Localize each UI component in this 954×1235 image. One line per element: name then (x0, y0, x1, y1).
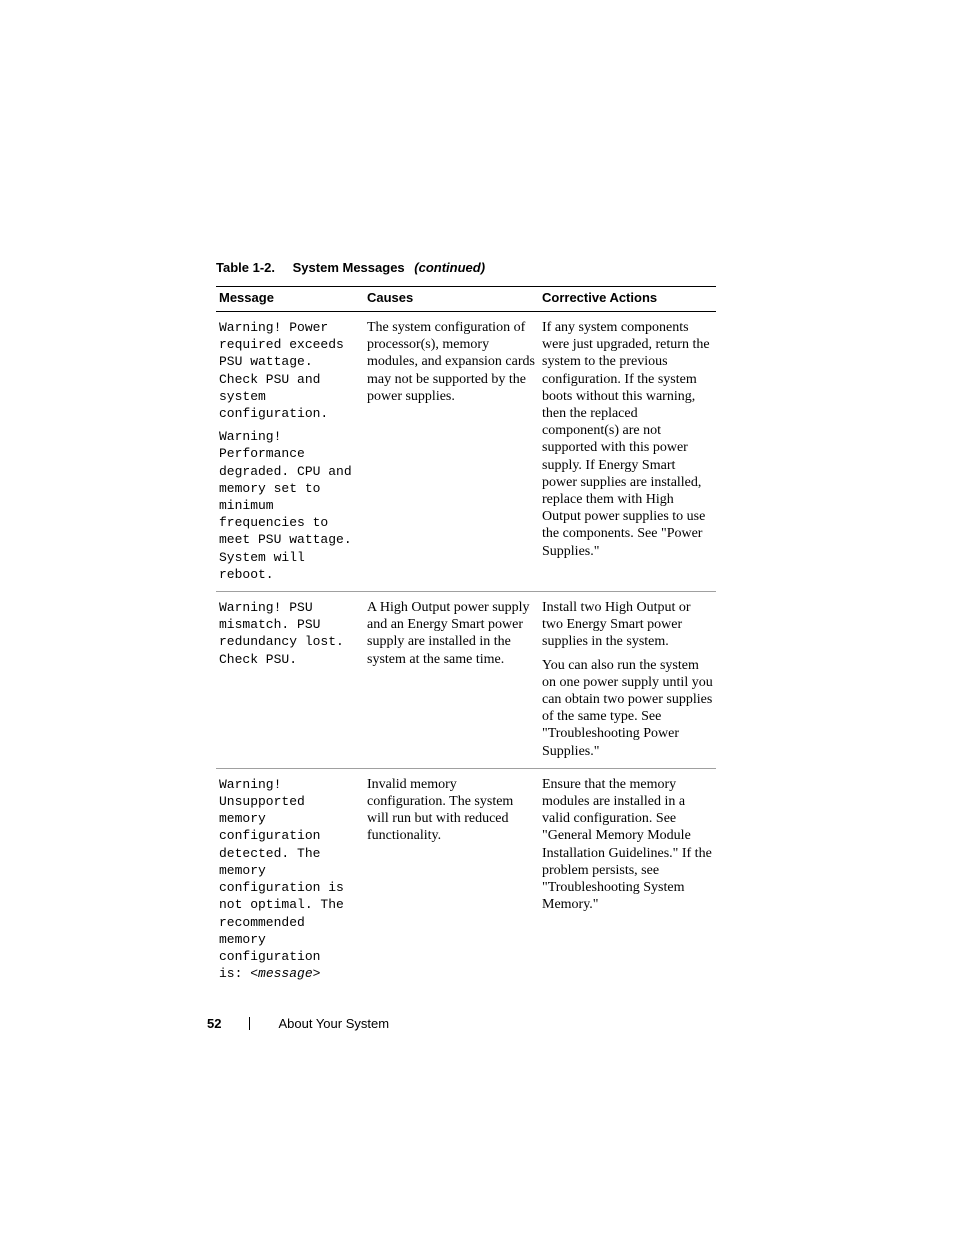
table-row (216, 312, 716, 592)
causes-cell (364, 592, 539, 769)
message-text (219, 776, 361, 982)
page-footer (207, 1016, 389, 1031)
message-cell (216, 592, 364, 769)
actions-text: If any system components were just upgraded, return the system to the previous configuration. If the system boots without this warning, then the replaced component(s) are not supported with this power supply. If Energy Smart power supplies are installed, replace them with High Output power supplies to use the components. See "Power Supplies." (542, 320, 710, 559)
system-messages-table (216, 286, 716, 990)
header-causes: Causes (364, 287, 539, 312)
message-cell (216, 312, 364, 592)
causes-cell (364, 312, 539, 592)
message-text: Warning! PSU mismatch. PSU redundancy lost. Check PSU. (219, 600, 344, 667)
message-main-text: Warning! Unsupported memory configuration detected. The memory configuration is not optimal. The recommended memory configuration is: (219, 776, 344, 982)
actions-text: Ensure that the memory modules are installed in a valid configuration. See "General Memory Module Installation Guidelines." If the problem persists, see "Troubleshooting System Memory." (542, 776, 712, 913)
actions-cell (539, 768, 716, 990)
table-row (216, 768, 716, 990)
header-corrective-actions: Corrective Actions (539, 287, 716, 312)
table-header-row (216, 287, 716, 312)
message-text: Warning! Performance degraded. CPU and memory set to minimum frequencies to meet PSU wattage. System will reboot. (219, 429, 352, 582)
header-message: Message (216, 287, 364, 312)
message-cell (216, 768, 364, 990)
message-text: Warning! Power required exceeds PSU wattage. Check PSU and system configuration. (219, 320, 344, 422)
table-caption (216, 260, 485, 275)
message-variable: <message> (250, 966, 321, 982)
actions-cell (539, 312, 716, 592)
actions-text: You can also run the system on one power supply until you can obtain two power supplies of the same type. See "Troubleshooting Power Supplies." (542, 657, 713, 759)
table-number: Table 1-2. (216, 260, 276, 275)
causes-text: A High Output power supply and an Energy Smart power supply are installed in the system at the same time. (367, 600, 530, 667)
causes-text: The system configuration of processor(s), memory modules, and expansion cards may not be supported by the power supplies. (367, 320, 535, 404)
actions-cell (539, 592, 716, 769)
table-row (216, 592, 716, 769)
causes-text: Invalid memory configuration. The system will run but with reduced functionality. (367, 776, 514, 844)
footer-separator (249, 1017, 250, 1030)
table-continued-label: (continued) (414, 260, 486, 275)
page-number: 52 (207, 1016, 222, 1031)
actions-text: Install two High Output or two Energy Smart power supplies in the system. (542, 600, 691, 650)
causes-cell (364, 768, 539, 990)
section-title: About Your System (278, 1016, 390, 1031)
table-title: System Messages (292, 260, 405, 275)
